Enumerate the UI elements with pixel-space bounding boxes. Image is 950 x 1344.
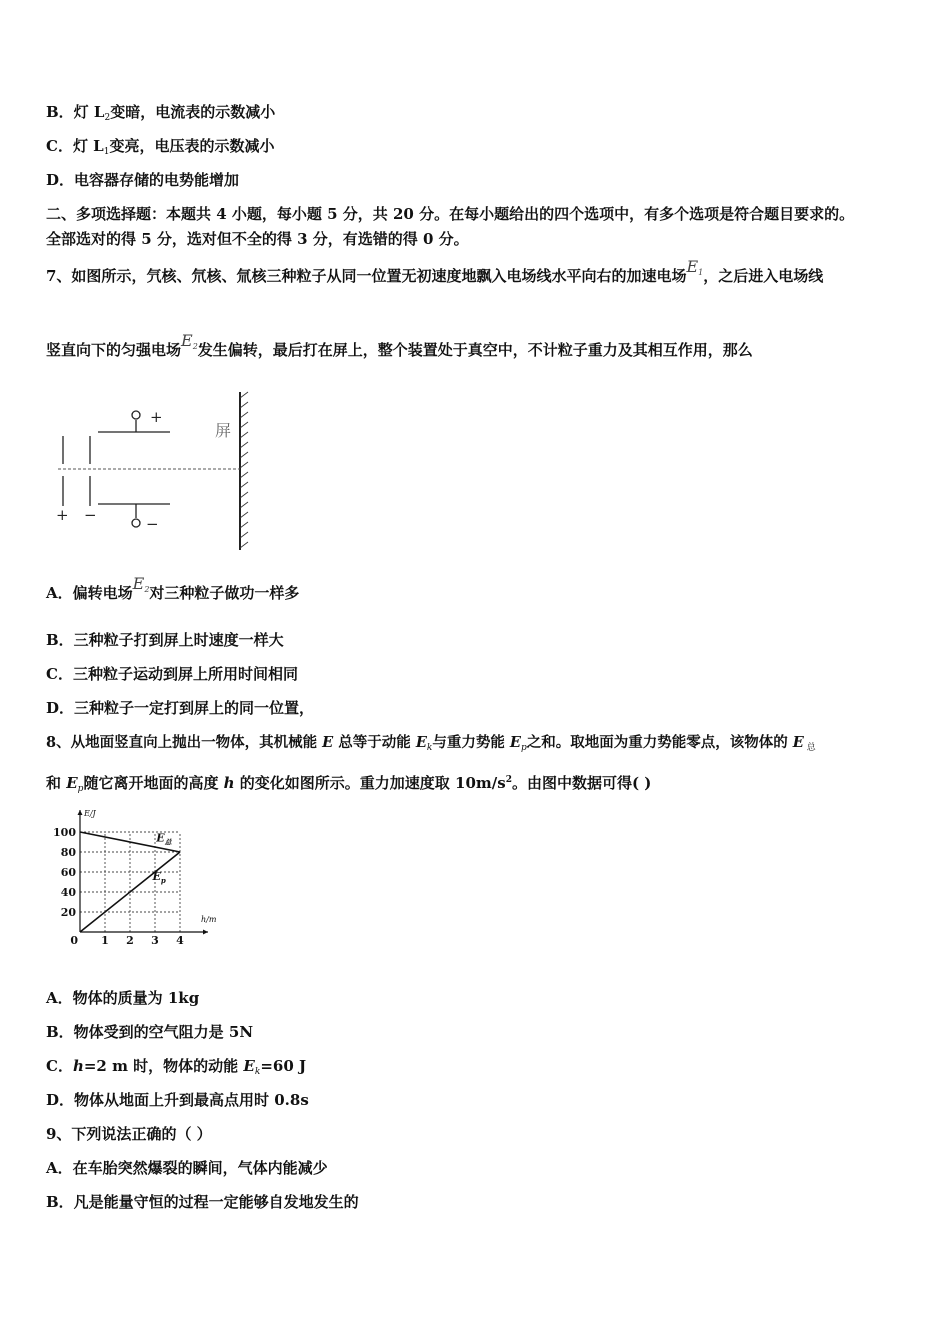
- q7-stem-line1: 7、如图所示，氕核、氘核、氚核三种粒子从同一位置无初速度地飘入电场线水平向右的加速电场E1，之后进入电场线: [46, 257, 824, 285]
- energy-height-chart: [55, 800, 235, 945]
- e2-symbol: E2: [181, 331, 198, 351]
- deflect-plus-label: +: [150, 408, 163, 426]
- y-axis-arrow: [78, 810, 83, 815]
- q8-option-c: C．h=2 m 时，物体的动能 $E_k=60$ J: [46, 1057, 307, 1077]
- q8-stem-line2: 和 $E_p$随它离开地面的高度 h 的变化如图所示。重力加速度取 $10m/s^2$。由图中数据可得( ): [46, 774, 652, 794]
- q7-option-c: C．三种粒子运动到屏上所用时间相同: [46, 665, 298, 683]
- y-tick-label: 20: [60, 906, 76, 919]
- series-label-subscript: 总: [164, 837, 172, 847]
- x-axis-label: h/m: [201, 915, 217, 924]
- q9-option-b: B．凡是能量守恒的过程一定能够自发地发生的: [46, 1193, 359, 1211]
- accel-plus-label: +: [56, 506, 69, 524]
- y-tick-label: 100: [53, 826, 76, 839]
- origin-label: 0: [70, 934, 78, 947]
- q8-stem-line1: 8、从地面竖直向上抛出一物体，其机械能 E 总等于动能 $E_k$与重力势能 $E_p$之和。取地面为重力势能零点，该物体的 E $_总$: [46, 734, 816, 753]
- y-axis-label: E/J: [84, 809, 96, 818]
- q6-option-d: D．电容器存储的电势能增加: [46, 171, 240, 189]
- screen-label: 屏: [215, 421, 232, 440]
- y-tick-label: 60: [60, 866, 76, 879]
- section2-heading-line1: 二、多项选择题：本题共 4 小题，每小题 5 分，共 20 分。在每小题给出的四个选项中，有多个选项是符合题目要求的。: [46, 205, 855, 223]
- y-tick-label: 80: [60, 846, 76, 859]
- q6-option-c: C．灯 $L_1$变亮，电压表的示数减小: [46, 137, 275, 157]
- e2-symbol-option: E2: [132, 574, 150, 594]
- section2-heading-line2: 全部选对的得 5 分，选对但不全的得 3 分，有选错的得 0 分。: [46, 230, 469, 248]
- y-tick-label: 40: [60, 886, 76, 899]
- x-tick-label: 1: [101, 934, 109, 947]
- q8-option-d: D．物体从地面上升到最高点用时 0.8s: [46, 1091, 309, 1109]
- q7-option-d: D．三种粒子一定打到屏上的同一位置，: [46, 699, 315, 717]
- q8-option-a: A．物体的质量为 1kg: [46, 989, 200, 1007]
- q9-stem: 9、下列说法正确的（ ）: [46, 1125, 212, 1143]
- q8-option-b: B．物体受到的空气阻力是 5N: [46, 1023, 254, 1041]
- q9-option-a: A．在车胎突然爆裂的瞬间，气体内能减少: [46, 1159, 328, 1177]
- series-label-subscript: p: [160, 876, 166, 885]
- series-label-e-total: $E_总$: [156, 831, 172, 847]
- e1-symbol: E1: [686, 257, 704, 277]
- q7-option-a: A．偏转电场E2对三种粒子做功一样多: [46, 574, 300, 602]
- q7-stem-line2: 竖直向下的匀强电场E2发生偏转，最后打在屏上，整个装置处于真空中，不计粒子重力及其相互作用，那么: [46, 331, 753, 359]
- x-tick-label: 4: [176, 934, 184, 947]
- q7-apparatus-diagram: [50, 388, 290, 568]
- q7-option-b: B．三种粒子打到屏上时速度一样大: [46, 631, 284, 649]
- deflect-minus-label: −: [146, 515, 159, 533]
- x-tick-label: 3: [151, 934, 159, 947]
- x-axis-arrow: [203, 930, 208, 935]
- series-label-e-p: $E_p$: [152, 870, 166, 885]
- x-tick-label: 2: [126, 934, 134, 947]
- q6-option-b: B．灯 $L_2$变暗，电流表的示数减小: [46, 103, 276, 123]
- accel-minus-label: −: [84, 506, 97, 524]
